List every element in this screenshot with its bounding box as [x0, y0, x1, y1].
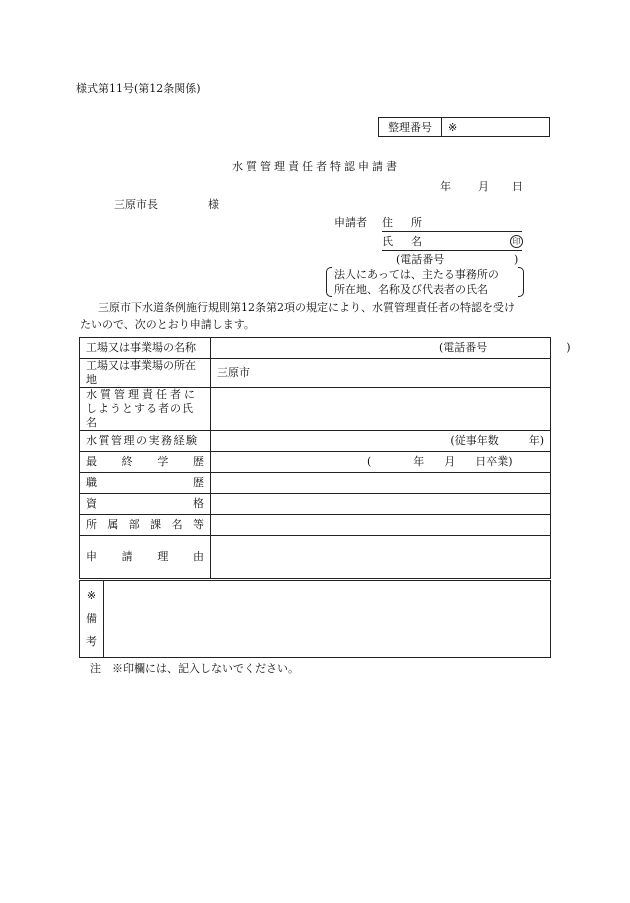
- education-label: 最 終 学 歴: [80, 452, 211, 473]
- remarks-box: [79, 580, 551, 658]
- table-row: [80, 473, 551, 494]
- addressee-suffix: 様: [208, 198, 219, 211]
- table-row: [80, 494, 551, 515]
- address-field[interactable]: [382, 231, 522, 232]
- remarks-char: 考: [86, 635, 97, 649]
- factory-location-field[interactable]: 三原市: [211, 359, 551, 388]
- experience-label: 水質管理の実務経験: [80, 431, 211, 452]
- document-title: 水質管理責任者特認申請書: [232, 160, 400, 173]
- education-field[interactable]: ( 年 月 日卒業): [211, 452, 551, 473]
- qualification-field[interactable]: [211, 494, 551, 515]
- table-row: [80, 452, 551, 473]
- reference-number-label: 整理番号: [379, 118, 442, 136]
- table-row: [80, 359, 551, 388]
- department-label: 所 属 部 課 名 等: [80, 515, 211, 536]
- reference-number-box: [378, 117, 550, 137]
- corporate-note-line2: 所在地、名称及び代表者の氏名: [334, 283, 488, 296]
- date-month: 月: [478, 180, 489, 193]
- remarks-char: 備: [86, 611, 97, 625]
- corporate-note-line1: 法人にあっては、主たる事務所の: [334, 268, 499, 281]
- remarks-mark: ※: [86, 588, 97, 602]
- factory-name-field[interactable]: (電話番号 ): [211, 338, 551, 359]
- career-label: 職 歴: [80, 473, 211, 494]
- manager-name-field[interactable]: [211, 388, 551, 431]
- table-row: [80, 431, 551, 452]
- experience-field[interactable]: (従事年数 年): [211, 431, 551, 452]
- table-row: [80, 536, 551, 579]
- addressee: 三原市長: [114, 198, 158, 211]
- applicant-phone-close: ): [514, 253, 519, 266]
- date-year: 年: [440, 180, 451, 193]
- name-field[interactable]: [382, 250, 522, 251]
- table-row: [80, 515, 551, 536]
- applicant-label: 申請者: [334, 216, 367, 229]
- qualification-label: 資 格: [80, 494, 211, 515]
- factory-name-label: 工場又は事業場の名称: [80, 338, 211, 359]
- application-table: [79, 337, 571, 579]
- form-number: 様式第11号(第12条関係): [76, 82, 201, 95]
- seal-icon: 印: [510, 235, 523, 248]
- factory-location-label: 工場又は事業場の所在地: [80, 359, 211, 388]
- department-field[interactable]: [211, 515, 551, 536]
- date-day: 日: [512, 180, 523, 193]
- manager-name-label: 水質管理責任者に しようとする者の氏名: [80, 388, 211, 431]
- career-field[interactable]: [211, 473, 551, 494]
- footnote: 注 ※印欄には、記入しないでください。: [90, 662, 299, 675]
- reason-field[interactable]: [211, 536, 551, 579]
- address-label: 住 所: [382, 216, 422, 229]
- remarks-label: [80, 581, 104, 657]
- intro-text-line2: たいので、次のとおり申請します。: [80, 318, 255, 331]
- table-row: [80, 388, 551, 431]
- intro-text-line1: 三原市下水道条例施行規則第12条第2項の規定により、水質管理責任者の特認を受け: [98, 301, 515, 314]
- name-label: 氏 名: [382, 235, 422, 248]
- reason-label: 申 請 理 由: [80, 536, 211, 579]
- reference-number-value: ※: [448, 120, 458, 134]
- table-row: [80, 338, 551, 359]
- applicant-phone-label: (電話番号: [396, 253, 445, 266]
